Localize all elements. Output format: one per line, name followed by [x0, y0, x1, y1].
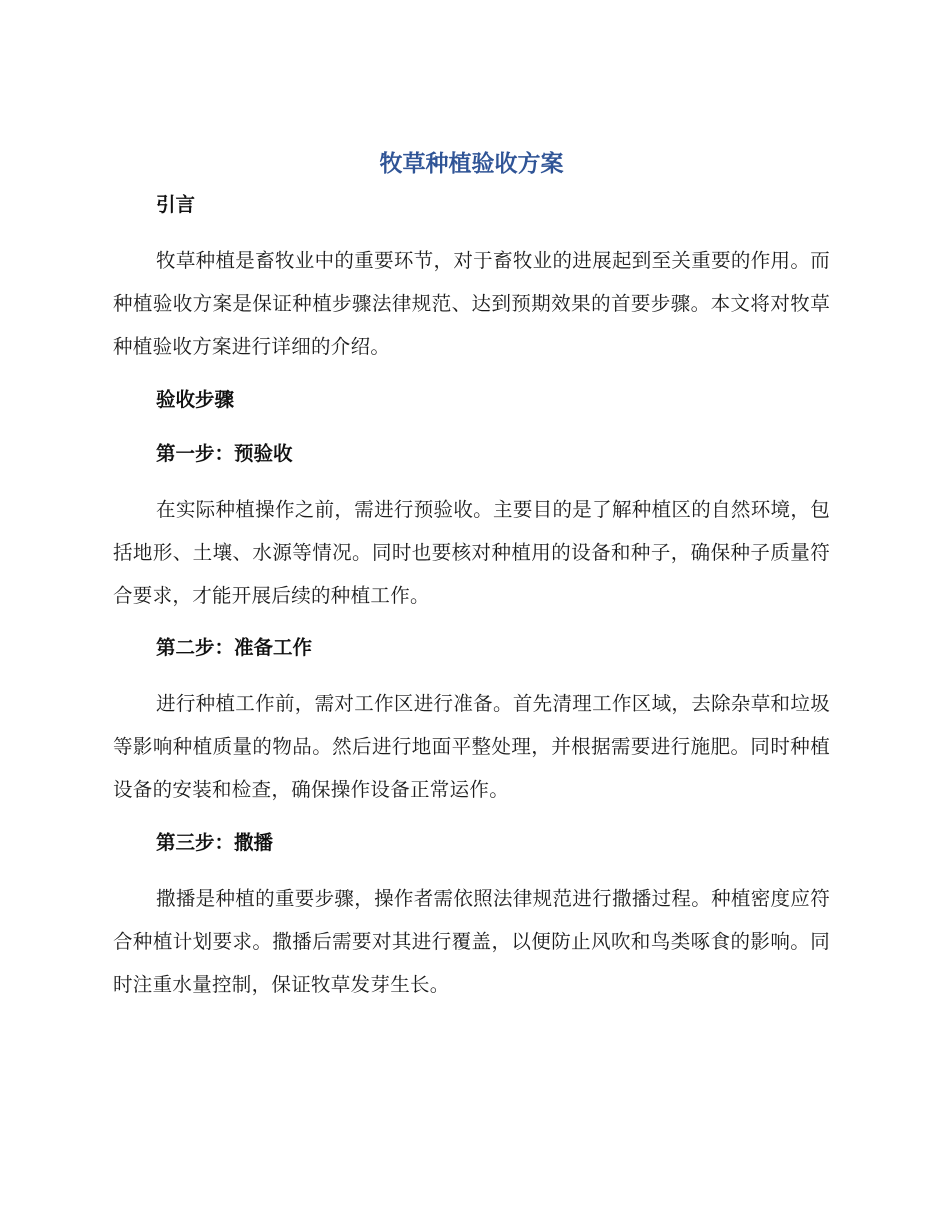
heading-step-3: 第三步：撒播: [156, 831, 274, 854]
paragraph-step-3: 撒播是种植的重要步骤，操作者需依照法律规范进行撒播过程。种植密度应符合种植计划要求。撒播后需要对其进行覆盖，以便防止风吹和鸟类啄食的影响。同时注重水量控制，保证牧草发芽生长。: [113, 887, 830, 996]
heading-intro: 引言: [156, 193, 196, 216]
heading-step-2: 第二步：准备工作: [156, 636, 313, 659]
paragraph-intro: 牧草种植是畜牧业中的重要环节，对于畜牧业的进展起到至关重要的作用。而种植验收方案是保证种植步骤法律规范、达到预期效果的首要步骤。本文将对牧草种植验收方案进行详细的介绍。: [113, 249, 830, 358]
document-title: 牧草种植验收方案: [379, 151, 564, 177]
heading-acceptance-steps: 验收步骤: [156, 388, 235, 411]
paragraph-step-2: 进行种植工作前，需对工作区进行准备。首先清理工作区域，去除杂草和垃圾等影响种植质量的物品。然后进行地面平整处理，并根据需要进行施肥。同时种植设备的安装和检查，确保操作设备正常运作。: [113, 692, 830, 801]
paragraph-step-1: 在实际种植操作之前，需进行预验收。主要目的是了解种植区的自然环境，包括地形、土壤、水源等情况。同时也要核对种植用的设备和种子，确保种子质量符合要求，才能开展后续的种植工作。: [113, 498, 830, 607]
heading-step-1: 第一步：预验收: [156, 442, 293, 465]
